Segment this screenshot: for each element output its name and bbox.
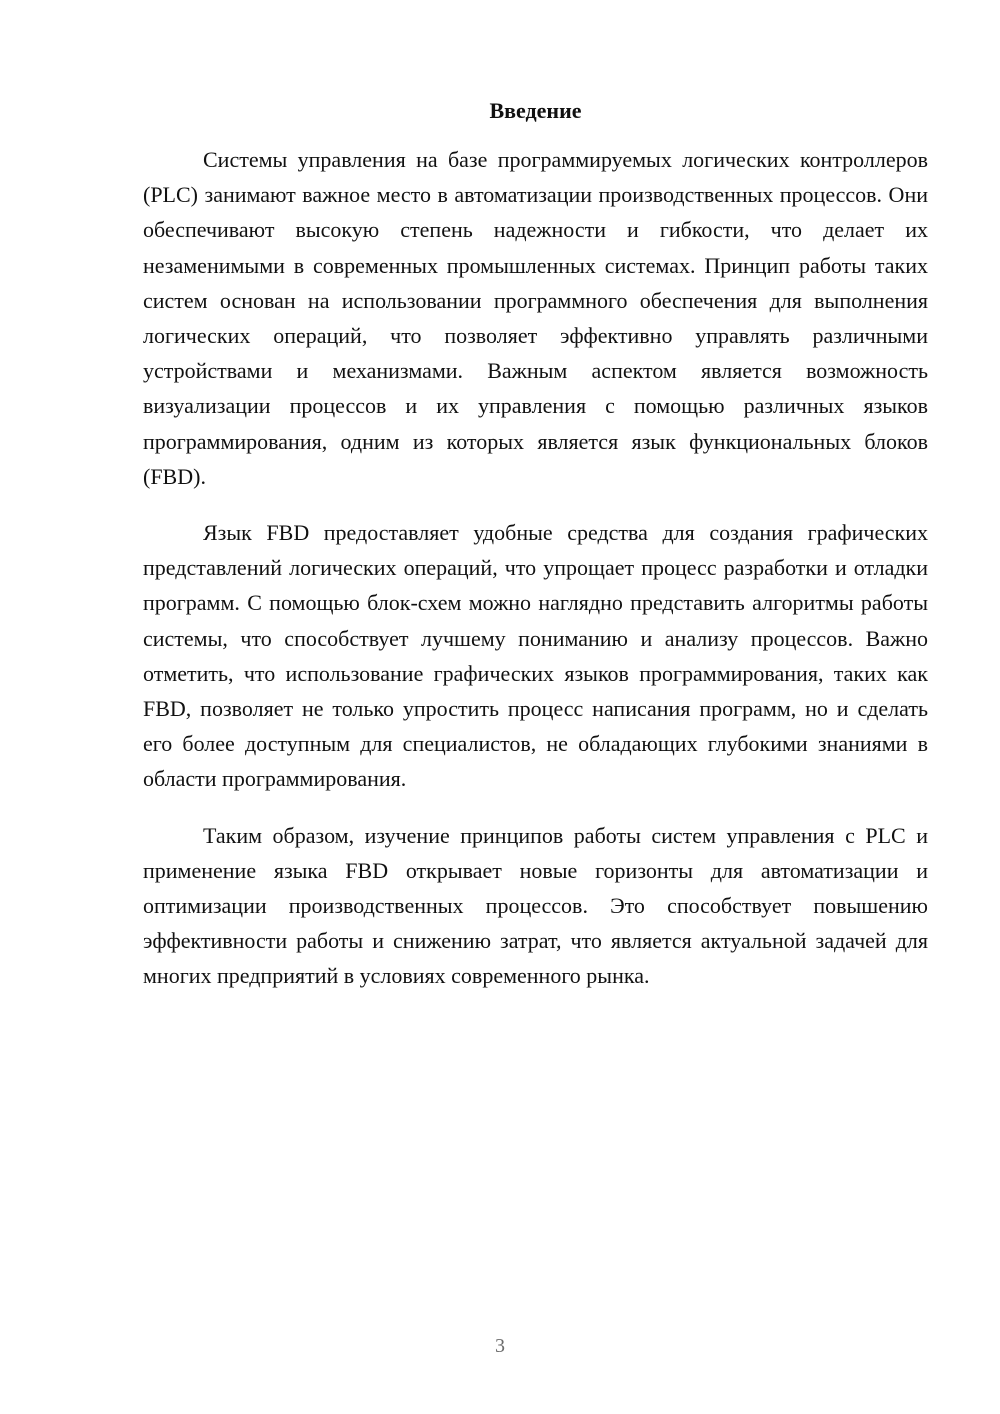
paragraph-1: Системы управления на базе программируемых логических контроллеров (PLC) занимают важное место в автоматизации производственных процессов. Они обеспечивают высокую степень надежности и гибкости, что делает их незаменимыми в современных промышленных системах. Принцип работы таких систем основан на использовании программного обеспечения для выполнения логических операций, что позволяет эффективно управлять различными устройствами и механизмами. Важным аспектом является возможность визуализации процессов и их управления с помощью различных языков программирования, одним из которых является язык функциональных блоков (FBD). [143,147,928,489]
paragraph-2: Язык FBD предоставляет удобные средства для создания графических представлений логических операций, что упрощает процесс разработки и отладки программ. С помощью блок-схем можно наглядно представить алгоритмы работы системы, что способствует лучшему пониманию и анализу процессов. Важно отметить, что использование графических языков программирования, таких как FBD, позволяет не только упростить процесс написания программ, но и сделать его более доступным для специалистов, не обладающих глубокими знаниями в области программирования. [143,520,928,792]
section-heading: Введение [489,98,582,123]
paragraph-3: Таким образом, изучение принципов работы систем управления с PLC и применение языка FBD открывает новые горизонты для автоматизации и оптимизации производственных процессов. Это способствует повышению эффективности работы и снижению затрат, что является актуальной задачей для многих предприятий в условиях современного рынка. [143,822,928,989]
page-number: 3 [495,1335,505,1357]
page-content [143,94,928,994]
